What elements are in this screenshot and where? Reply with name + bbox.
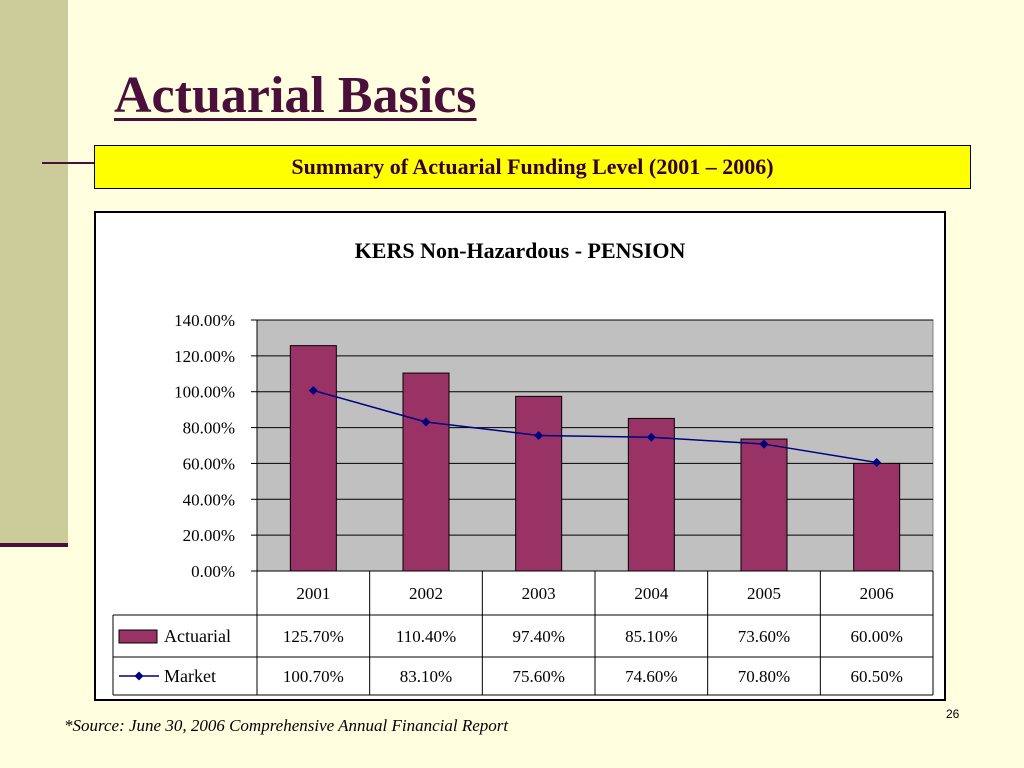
y-tick-label: 100.00% (174, 382, 235, 402)
legend-key-actuarial (119, 630, 157, 643)
data-label-actuarial-2002: 110.40% (395, 627, 457, 646)
subtitle-banner (94, 145, 971, 189)
data-label-market-2002: 83.10% (399, 667, 453, 686)
page-number: 26 (946, 707, 960, 721)
data-label-actuarial-2003: 97.40% (512, 627, 565, 646)
bar-actuarial-2001 (290, 346, 336, 571)
chart-frame (94, 211, 946, 701)
data-label-market-2001: 100.70% (282, 667, 344, 686)
x-category-label: 2002 (409, 584, 443, 603)
bar-actuarial-2002 (403, 373, 449, 571)
left-decorative-band (0, 0, 68, 545)
y-tick-label: 120.00% (174, 346, 235, 366)
data-label-market-2005: 70.80% (737, 667, 791, 686)
data-label-actuarial-2004: 85.10% (625, 627, 678, 646)
x-category-label: 2003 (521, 584, 556, 603)
data-label-market-2006: 60.50% (850, 667, 903, 686)
x-category-label: 2006 (859, 584, 894, 603)
data-label-actuarial-2005: 73.60% (737, 627, 791, 646)
chart-title: KERS Non-Hazardous - PENSION (354, 238, 686, 263)
legend-key-market-marker (135, 672, 144, 681)
bar-actuarial-2003 (516, 396, 562, 571)
title-rule (42, 162, 96, 164)
plot-area (257, 320, 933, 571)
bar-actuarial-2006 (854, 463, 900, 571)
y-tick-label: 80.00% (182, 418, 235, 438)
data-label-market-2004: 74.60% (625, 667, 678, 686)
legend-label-market: Market (164, 666, 216, 686)
x-category-label: 2001 (296, 584, 331, 603)
subtitle-text: Summary of Actuarial Funding Level (2001 – 2006) (291, 154, 774, 179)
bar-actuarial-2005 (741, 439, 787, 571)
y-tick-label: 140.00% (174, 311, 235, 330)
data-label-actuarial-2006: 60.00% (850, 627, 903, 646)
y-tick-label: 20.00% (182, 526, 235, 546)
x-category-label: 2004 (634, 584, 669, 603)
y-tick-label: 60.00% (182, 454, 235, 474)
source-footnote: *Source: June 30, 2006 Comprehensive Annual Financial Report (64, 716, 509, 735)
y-tick-label: 40.00% (182, 490, 235, 510)
y-tick-label: 0.00% (191, 562, 235, 581)
x-category-label: 2005 (747, 584, 781, 603)
legend-label-actuarial: Actuarial (164, 626, 231, 646)
data-label-actuarial-2001: 125.70% (282, 627, 344, 646)
slide-title: Actuarial Basics (114, 67, 477, 124)
left-band-rule (0, 543, 68, 547)
data-label-market-2003: 75.60% (512, 667, 565, 686)
funding-level-chart (96, 213, 944, 699)
